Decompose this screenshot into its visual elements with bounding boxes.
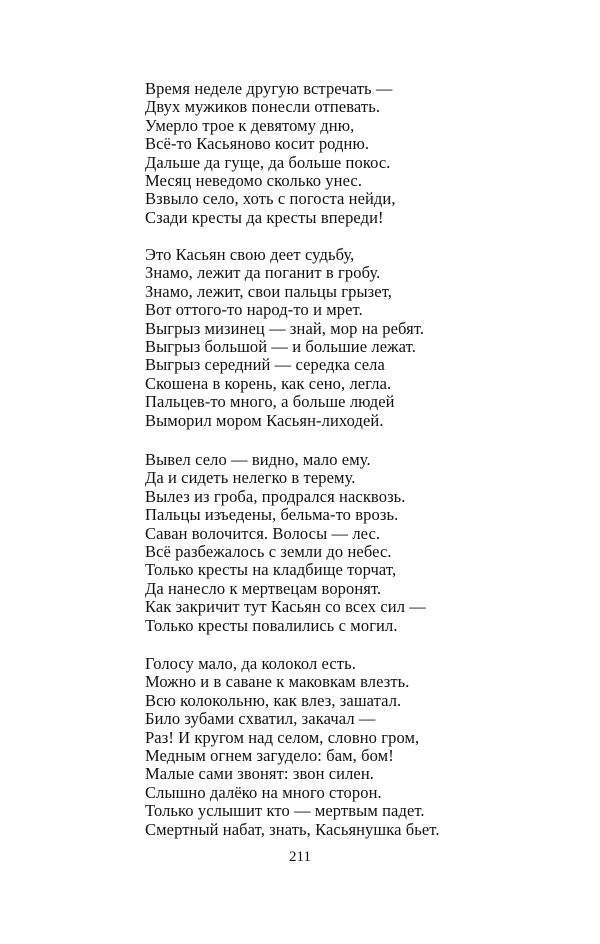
poem-line: Как закричит тут Касьян со всех сил —	[145, 597, 426, 617]
stanza-1	[145, 80, 565, 227]
poem-line: Малые сами звонят: звон силен.	[145, 764, 375, 784]
poem-line: Вывел село — видно, мало ему.	[145, 450, 371, 469]
poem-line: Только услышит кто — мертвым падет.	[145, 801, 425, 821]
poem-line: Знамо, лежит да поганит в гробу.	[145, 263, 381, 283]
poem-line: Выгрыз мизинец — знай, мор на ребят.	[145, 318, 425, 338]
poem-line: Голосу мало, да колокол есть.	[145, 654, 356, 673]
poem-line: Выгрыз середний — середка села	[145, 355, 385, 375]
poem-line: Это Касьян свою деет судьбу,	[145, 245, 355, 264]
stanza-4	[145, 655, 565, 839]
poem-line: Месяц неведомо сколько унес.	[145, 171, 363, 191]
poem-line: Слышно далёко на много сторон.	[145, 782, 382, 802]
poem-line: Всю колокольню, как влез, зашатал.	[145, 690, 402, 710]
stanza-3	[145, 451, 565, 635]
poem-line: Било зубами схватил, закачал —	[145, 709, 376, 729]
poem-line: Да нанесло к мертвецам воронят.	[145, 578, 382, 598]
poem-line: Саван волочится. Волосы — лес.	[145, 523, 381, 543]
poem-line: Пальцев-то много, а больше людей	[145, 392, 395, 412]
poem-line: Взвыло село, хоть с погоста нейди,	[145, 189, 396, 209]
poem-line: Сзади кресты да кресты впереди!	[145, 207, 384, 227]
poem-line: Можно и в саване к маковкам влезть.	[145, 672, 410, 692]
poem-line: Да и сидеть нелегко в терему.	[145, 468, 356, 488]
poem-line: Двух мужиков понесли отпевать.	[145, 97, 381, 117]
poem-line: Медным огнем загудело: бам, бом!	[145, 746, 394, 766]
poem-line: Скошена в корень, как сено, легла.	[145, 373, 392, 393]
poem-line: Дальше да гуще, да больше покос.	[145, 152, 391, 172]
stanza-2	[145, 246, 565, 430]
poem-line: Раз! И кругом над селом, словно гром,	[145, 727, 420, 747]
page-number: 211	[289, 849, 311, 865]
poem-line: Пальцы изъедены, бельма-то врозь.	[145, 505, 399, 525]
poem-line: Время неделе другую встречать —	[145, 79, 393, 98]
poem-line: Знамо, лежит, свои пальцы грызет,	[145, 281, 393, 301]
poem-line: Только кресты на кладбище торчат,	[145, 560, 397, 580]
poem-line: Выморил мором Касьян-лиходей.	[145, 410, 384, 430]
poem-line: Всё-то Касьяново косит родню.	[145, 134, 370, 154]
poem-line: Только кресты повалились с могил.	[145, 615, 398, 635]
poem-line: Выгрыз большой — и большие лежат.	[145, 337, 416, 357]
poem-line: Вылез из гроба, продрался насквозь.	[145, 486, 406, 506]
poem-line: Умерло трое к девятому дню,	[145, 115, 355, 135]
poem-line: Вот оттого-то народ-то и мрет.	[145, 300, 363, 320]
poem-line: Смертный набат, знать, Касьянушка бьет.	[145, 819, 440, 839]
poem-line: Всё разбежалось с земли до небес.	[145, 542, 392, 562]
